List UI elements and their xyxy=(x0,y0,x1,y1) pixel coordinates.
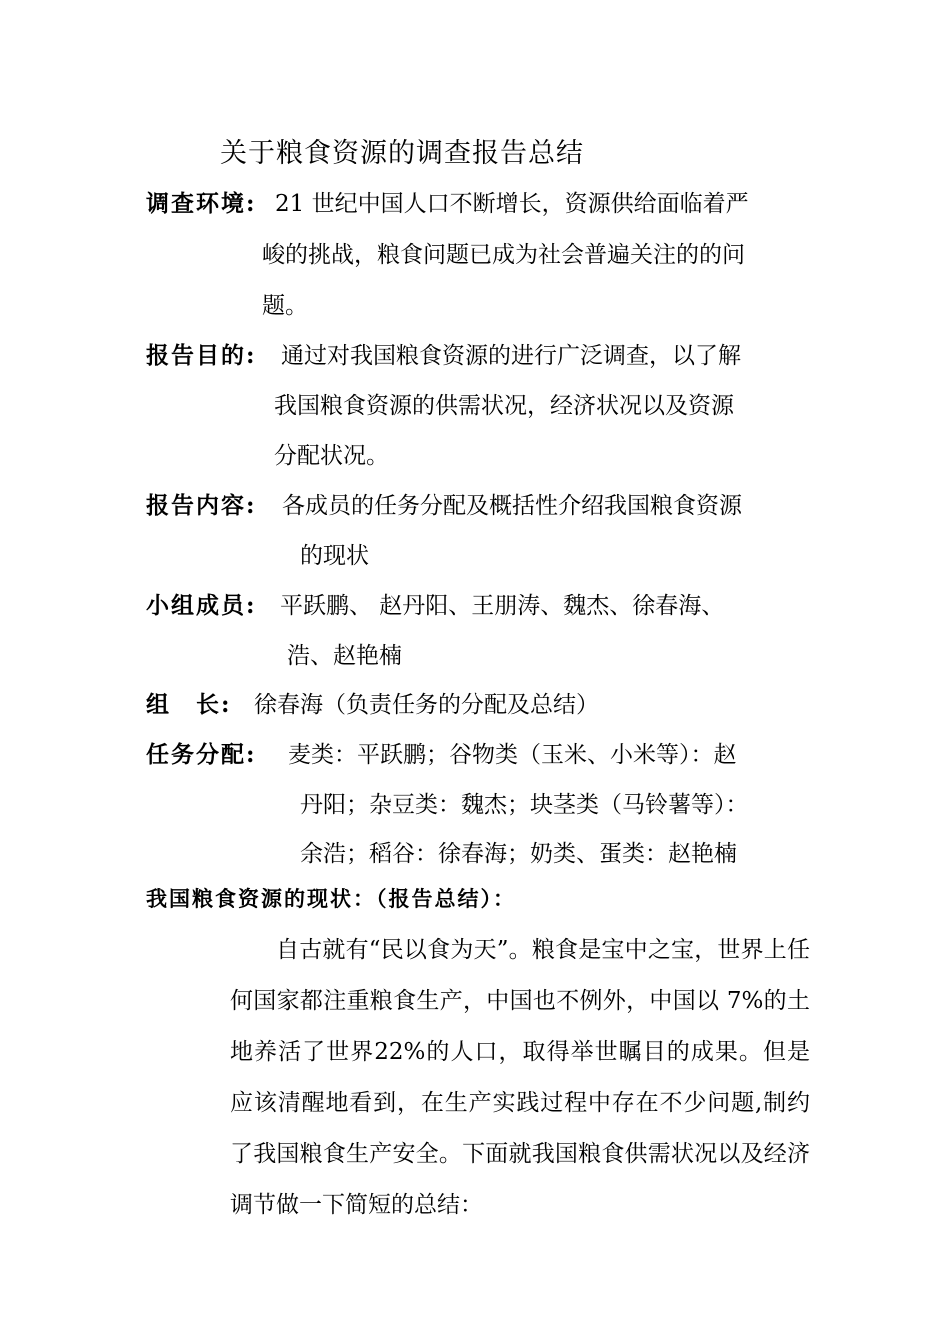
purpose-line-3: 分配状况。 xyxy=(274,443,389,469)
purpose-line-1: 通过对我国粮食资源的进行广泛调查，以了解 xyxy=(281,343,741,369)
purpose-label: 报告目的: xyxy=(146,342,257,369)
summary-paragraph: 自古就有“民以食为天”。粮食是宝中之宝，世界上任何国家都注重粮食生产，中国也不例外，中国以 7%的土地养活了世界22%的人口，取得举世瞩目的成果。但是应该清醒地看到，在生产实践过程中存在不少问题,制约了我国粮食生产安全。下面就我国粮食供需状况以及经济调节做一下简短的总结： xyxy=(230,937,810,1218)
members-line-1: 平跃鹏、 赵丹阳、王朋涛、魏杰、徐春海、 xyxy=(280,593,725,619)
tasks-label: 任务分配: xyxy=(146,741,257,768)
tasks-line-2: 丹阳；杂豆类：魏杰；块茎类（马铃薯等）： xyxy=(300,792,749,818)
env-line-2: 峻的挑战，粮食问题已成为社会普遍关注的的问 xyxy=(262,242,745,268)
members-label: 小组成员: xyxy=(146,592,257,619)
purpose-line-2: 我国粮食资源的供需状况，经济状况以及资源 xyxy=(274,393,734,419)
document-title: 关于粮食资源的调查报告总结 xyxy=(220,138,584,169)
env-line-1: 21 世纪中国人口不断增长，资源供给面临着严 xyxy=(275,191,749,217)
leader-label: 组 长: xyxy=(146,691,232,718)
members-line-2: 浩、赵艳楠 xyxy=(287,643,402,669)
leader-text: 徐春海（负责任务的分配及总结） xyxy=(254,692,599,718)
content-line-2: 的现状 xyxy=(300,543,369,569)
env-label: 调查环境: xyxy=(146,190,257,217)
content-label: 报告内容: xyxy=(146,492,257,519)
env-line-3: 题。 xyxy=(262,293,308,319)
status-heading: 我国粮食资源的现状：（报告总结）： xyxy=(146,886,516,911)
tasks-line-1: 麦类：平跃鹏；谷物类（玉米、小米等）：赵 xyxy=(288,742,737,768)
tasks-line-3: 余浩；稻谷：徐春海；奶类、蛋类：赵艳楠 xyxy=(300,841,737,867)
content-line-1: 各成员的任务分配及概括性介绍我国粮食资源 xyxy=(282,493,742,519)
